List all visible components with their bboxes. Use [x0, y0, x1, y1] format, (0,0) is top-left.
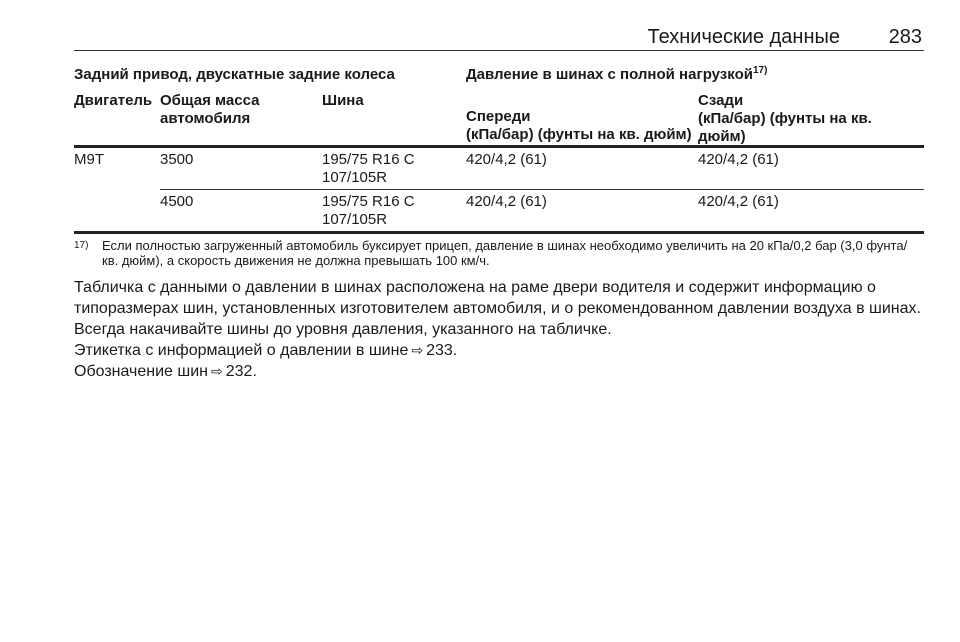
- cell-weight: 4500: [160, 193, 194, 210]
- table-header-rule: [74, 145, 924, 148]
- reference-page[interactable]: 232.: [225, 363, 257, 380]
- page-header-title: Технические данные: [647, 26, 840, 48]
- cell-front: 420/4,2 (61): [466, 151, 547, 168]
- footnote-text: Если полностью загруженный автомобиль буксирует прицеп, давление в шинах необходимо увеличить на 20 кПа/0,2 бар (3,0 фунта/кв. дюйм), а скорость движения не должна превышать 100 км/ч.: [102, 238, 908, 268]
- page-reference-arrow-icon: ⇨: [211, 363, 223, 379]
- cell-tire: 195/75 R16 C 107/105R: [322, 151, 415, 186]
- paragraph-inflate-advice: Всегда накачивайте шины до уровня давления, указанного на табличке.: [74, 321, 612, 338]
- reference-page[interactable]: 233.: [426, 342, 458, 359]
- reference-tire-designation[interactable]: [74, 361, 930, 382]
- reference-tire-pressure-label[interactable]: [74, 340, 930, 361]
- reference-text: Обозначение шин: [74, 363, 209, 380]
- col-header-rear: Сзади: [698, 92, 744, 109]
- col-header-weight: Общая масса автомобиля: [160, 92, 260, 127]
- section-title-right: [466, 66, 767, 83]
- col-header-front-units: (кПа/бар) (фунты на кв. дюйм): [466, 126, 692, 143]
- section-title-left: Задний привод, двускатные задние колеса: [74, 66, 395, 83]
- cell-weight: 3500: [160, 151, 194, 168]
- page-reference-arrow-icon: ⇨: [411, 342, 424, 358]
- row-divider: [160, 189, 924, 190]
- col-header-front: Спереди: [466, 108, 531, 125]
- paragraph-tire-label-info: Табличка с данными о давлении в шинах расположена на раме двери водителя и содержит информацию о типоразмерах шин, установленных изготовителем автомобиля, и о рекомендованном давлении воздуха в шинах.: [74, 279, 921, 317]
- cell-front: 420/4,2 (61): [466, 193, 547, 210]
- cell-tire: 195/75 R16 C 107/105R: [322, 193, 415, 228]
- header-divider: [74, 50, 924, 51]
- footnote: [74, 238, 924, 268]
- footnote-ref-17[interactable]: 17): [752, 65, 768, 76]
- col-header-tire: Шина: [322, 92, 364, 109]
- cell-rear: 420/4,2 (61): [698, 151, 779, 168]
- footnote-mark: 17): [74, 240, 89, 251]
- cell-engine: M9T: [74, 151, 104, 168]
- col-header-rear-units: (кПа/бар) (фунты на кв. дюйм): [698, 110, 872, 145]
- reference-text: Этикетка с информацией о давлении в шине: [74, 342, 409, 359]
- table-bottom-rule: [74, 231, 924, 234]
- col-header-engine: Двигатель: [74, 92, 153, 109]
- cell-rear: 420/4,2 (61): [698, 193, 779, 210]
- page-number: 283: [888, 26, 922, 48]
- section-title-right-text: Давление в шинах с полной нагрузкой: [466, 66, 753, 83]
